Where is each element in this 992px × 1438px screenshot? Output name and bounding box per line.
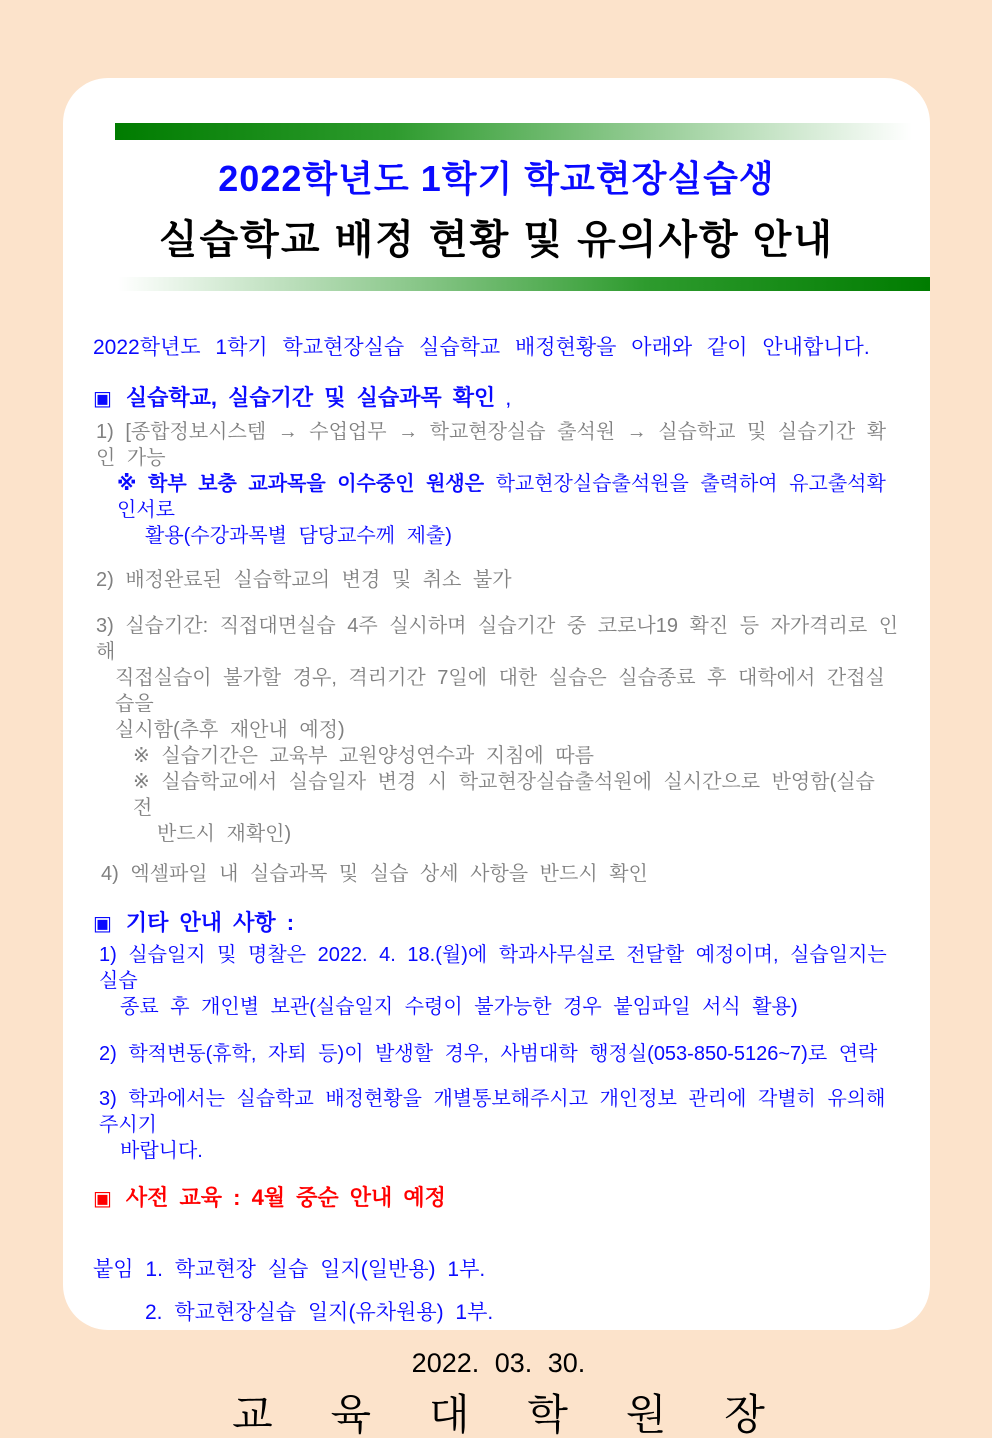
section-other-heading: [93, 909, 904, 938]
confirm-item-4: 4) 엑셀파일 내 실습과목 및 실습 상세 사항을 반드시 확인: [101, 863, 648, 885]
header-bottom-gradient-bar: [118, 277, 930, 291]
other-item-1-line2: 종료 후 개인별 보관(실습일지 수령이 불가능한 경우 붙임파일 서식 활용): [120, 996, 798, 1018]
confirm-item-1-note-line2: 활용(수강과목별 담당교수께 제출): [145, 525, 452, 547]
confirm-item-3-line1: 3) 실습기간: 직접대면실습 4주 실시하며 실습기간 중 코로나19 확진 등 자가격리로 인해: [96, 615, 899, 663]
section-pre-education-heading: [93, 1184, 904, 1213]
header-top-gradient-bar: [115, 123, 912, 140]
confirm-item-3-note2-line2: 반드시 재확인): [157, 823, 292, 845]
section-confirm-heading: [93, 384, 904, 413]
confirm-item-3-note2-line1: ※ 실습학교에서 실습일자 변경 시 학교현장실습출석원에 실시간으로 반영함(실습 전: [133, 771, 875, 819]
document-card: [63, 78, 930, 1438]
other-item-1-line1: 1) 실습일지 및 명찰은 2022. 4. 18.(월)에 학과사무실로 전달할 예정이며, 실습일지는 실습: [99, 944, 887, 992]
other-item-2: 2) 학적변동(휴학, 자퇴 등)이 발생할 경우, 사범대학 행정실(053-850-5126~7)로 연락: [99, 1043, 878, 1065]
section-confirm-title: 실습학교, 실습기간 및 실습과목 확인: [125, 385, 496, 410]
signature-title: 교 육 대 학 원 장: [232, 1391, 788, 1438]
document-body: [63, 291, 930, 1438]
attachment-line-1: 붙임 1. 학교현장 실습 일지(일반용) 1부.: [93, 1258, 486, 1281]
pre-education-text: 사전 교육 : 4월 중순 안내 예정: [125, 1185, 446, 1210]
confirm-item-3-note1: ※ 실습기간은 교육부 교원양성연수과 지침에 따름: [133, 745, 594, 767]
filled-square-marker-icon: ▣: [93, 388, 112, 410]
filled-square-marker-icon: ▣: [93, 913, 112, 935]
section-other-title: 기타 안내 사항 :: [125, 910, 295, 935]
confirm-item-1: 1) [종합정보시스템 → 수업업무 → 학교현장실습 출석원 → 실습학교 및 실습기간 확인 가능: [96, 421, 887, 469]
confirm-item-2: 2) 배정완료된 실습학교의 변경 및 취소 불가: [96, 569, 512, 591]
document-title-line2: 실습학교 배정 현황 및 유의사항 안내: [158, 218, 835, 262]
other-item-3-line1: 3) 학과에서는 실습학교 배정현황을 개별통보해주시고 개인정보 관리에 각별히 유의해주시기: [99, 1088, 886, 1136]
confirm-item-3-line2: 직접실습이 불가할 경우, 격리기간 7일에 대한 실습은 실습종료 후 대학에서 간접실습을: [115, 667, 885, 715]
confirm-item-1-note-bold: ※ 학부 보충 교과목을 이수중인 원생은: [117, 473, 485, 495]
document-title-line1: 2022학년도 1학기 학교현장실습생: [218, 158, 775, 199]
section-confirm-suffix: ,: [505, 385, 512, 410]
attachment-line-2: 2. 학교현장실습 일지(유차원용) 1부.: [145, 1301, 494, 1324]
other-item-3-line2: 바랍니다.: [120, 1140, 203, 1162]
intro-paragraph: 2022학년도 1학기 학교현장실습 실습학교 배정현황을 아래와 같이 안내합니다.: [93, 336, 870, 359]
confirm-item-1-note-rest: 학교현장실습출석원을 출력하여 유고출석확인서로: [117, 473, 886, 521]
filled-square-marker-icon: ▣: [93, 1188, 112, 1210]
confirm-item-3-line3: 실시함(추후 재안내 예정): [115, 719, 345, 741]
document-date: 2022. 03. 30.: [411, 1348, 586, 1378]
confirm-item-1-note: [93, 471, 904, 523]
